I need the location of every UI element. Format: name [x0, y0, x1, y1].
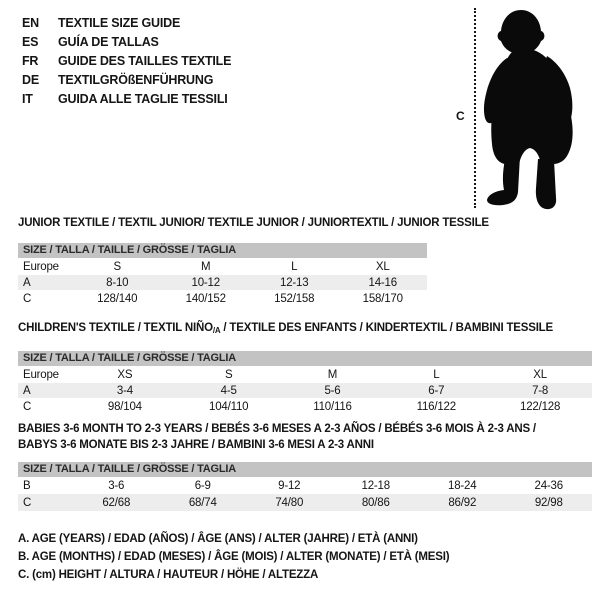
table-cell: 86/92 [448, 496, 477, 509]
table-cell: M [327, 368, 338, 381]
language-code: ES [22, 34, 39, 49]
table-cell: 10-12 [191, 276, 220, 289]
table-cell: S [224, 368, 233, 381]
table-row-months [18, 477, 592, 494]
table-cell: 80/86 [361, 496, 390, 509]
table-cell: 18-24 [448, 479, 477, 492]
table-cell: 5-6 [324, 384, 341, 397]
table-cell: 7-8 [532, 384, 549, 397]
table-cell: 104/110 [209, 400, 249, 413]
language-row-en [22, 13, 231, 32]
children-title-prefix: CHILDREN'S TEXTILE / TEXTIL NIÑO [18, 322, 213, 334]
row-label: B [23, 479, 31, 492]
table-cell: 98/104 [107, 400, 142, 413]
table-cell: 92/98 [534, 496, 563, 509]
table-cell: 62/68 [102, 496, 131, 509]
table-cell: S [113, 260, 121, 273]
table-cell: 158/170 [362, 292, 403, 305]
language-label: TEXTILGRÖßENFÜHRUNG [58, 72, 214, 87]
table-row-height [18, 398, 592, 415]
table-row-age [18, 383, 592, 398]
language-title-block [22, 13, 231, 108]
table-row-sizes [18, 366, 592, 383]
table-cell: 4-5 [220, 384, 237, 397]
size-header-bar: SIZE / TALLA / TAILLE / GRÖSSE / TAGLIA [18, 243, 427, 258]
table-cell: 116/122 [416, 400, 456, 413]
table-cell: M [201, 260, 211, 273]
table-cell: 9-12 [278, 479, 301, 492]
table-cell: 122/128 [520, 400, 561, 413]
table-cell: 140/152 [185, 292, 226, 305]
height-dotted-line [474, 8, 476, 208]
row-label: Europe [23, 368, 59, 381]
language-row-de [22, 70, 231, 89]
table-cell: L [433, 368, 440, 381]
babies-title-line1: BABIES 3-6 MONTH TO 2-3 YEARS / BEBÉS 3-6 MESES A 2-3 AÑOS / BÉBÉS 3-6 MOIS À 2-3 ANS / [18, 423, 536, 435]
table-cell: 74/80 [275, 496, 304, 509]
table-row-height [18, 494, 592, 511]
table-cell: 24-36 [534, 479, 563, 492]
language-code: IT [22, 91, 33, 106]
language-label: GUIDE DES TAILLES TEXTILE [58, 53, 232, 68]
table-row-height [18, 290, 427, 307]
row-label: C [23, 292, 32, 305]
babies-table-title [18, 421, 592, 453]
children-title-subscript: /A [212, 326, 221, 335]
row-label: C [23, 400, 32, 413]
table-cell: 6-9 [194, 479, 211, 492]
table-cell: 110/116 [313, 400, 352, 413]
toddler-silhouette-icon [479, 4, 595, 213]
children-title-suffix: / TEXTILE DES ENFANTS / KINDERTEXTIL / BAMBINI TESSILE [220, 322, 553, 334]
table-cell: 128/140 [97, 292, 138, 305]
table-cell: L [291, 260, 298, 273]
row-label: Europe [23, 260, 59, 273]
size-header-bar: SIZE / TALLA / TAILLE / GRÖSSE / TAGLIA [18, 351, 592, 366]
language-code: FR [22, 53, 39, 68]
babies-title-line2: BABYS 3-6 MONATE BIS 2-3 JAHRE / BAMBINI 3-6 MESI A 2-3 ANNI [18, 439, 374, 451]
junior-table-title: JUNIOR TEXTILE / TEXTIL JUNIOR/ TEXTILE JUNIOR / JUNIORTEXTIL / JUNIOR TESSILE [18, 217, 489, 229]
size-header-bar: SIZE / TALLA / TAILLE / GRÖSSE / TAGLIA [18, 462, 592, 477]
language-row-fr [22, 51, 231, 70]
table-cell: 14-16 [368, 276, 397, 289]
language-code: EN [22, 15, 39, 30]
babies-textile-table [18, 421, 592, 511]
row-label: A [23, 276, 31, 289]
row-label: C [23, 496, 32, 509]
height-marker-label: C [456, 109, 465, 123]
table-row-sizes [18, 258, 427, 275]
table-cell: 3-4 [116, 384, 133, 397]
table-cell: XL [533, 368, 547, 381]
table-row-age [18, 275, 427, 290]
footnote-height: C. (cm) HEIGHT / ALTURA / HAUTEUR / HÖHE / ALTEZZA [18, 569, 319, 581]
row-label: A [23, 384, 31, 397]
table-cell: 8-10 [106, 276, 129, 289]
legend-footnotes [18, 530, 449, 584]
table-cell: 6-7 [428, 384, 445, 397]
table-cell: 3-6 [108, 479, 125, 492]
table-cell: XS [117, 368, 133, 381]
junior-textile-table [18, 217, 489, 307]
children-table-title [18, 322, 592, 337]
footnote-age-years: A. AGE (YEARS) / EDAD (AÑOS) / ÂGE (ANS) / ALTER (JAHRE) / ETÀ (ANNI) [18, 533, 418, 545]
table-cell: 12-13 [280, 276, 309, 289]
children-textile-table [18, 322, 592, 415]
language-label: GUIDA ALLE TAGLIE TESSILI [58, 91, 228, 106]
language-code: DE [22, 72, 39, 87]
table-cell: 152/158 [274, 292, 315, 305]
table-cell: XL [375, 260, 390, 273]
language-row-es [22, 32, 231, 51]
table-cell: 12-18 [361, 479, 390, 492]
table-cell: 68/74 [188, 496, 217, 509]
language-row-it [22, 89, 231, 108]
language-label: GUÍA DE TALLAS [58, 34, 159, 49]
footnote-age-months: B. AGE (MONTHS) / EDAD (MESES) / ÂGE (MOIS) / ALTER (MONATE) / ETÀ (MESI) [18, 551, 450, 563]
language-label: TEXTILE SIZE GUIDE [58, 15, 181, 30]
